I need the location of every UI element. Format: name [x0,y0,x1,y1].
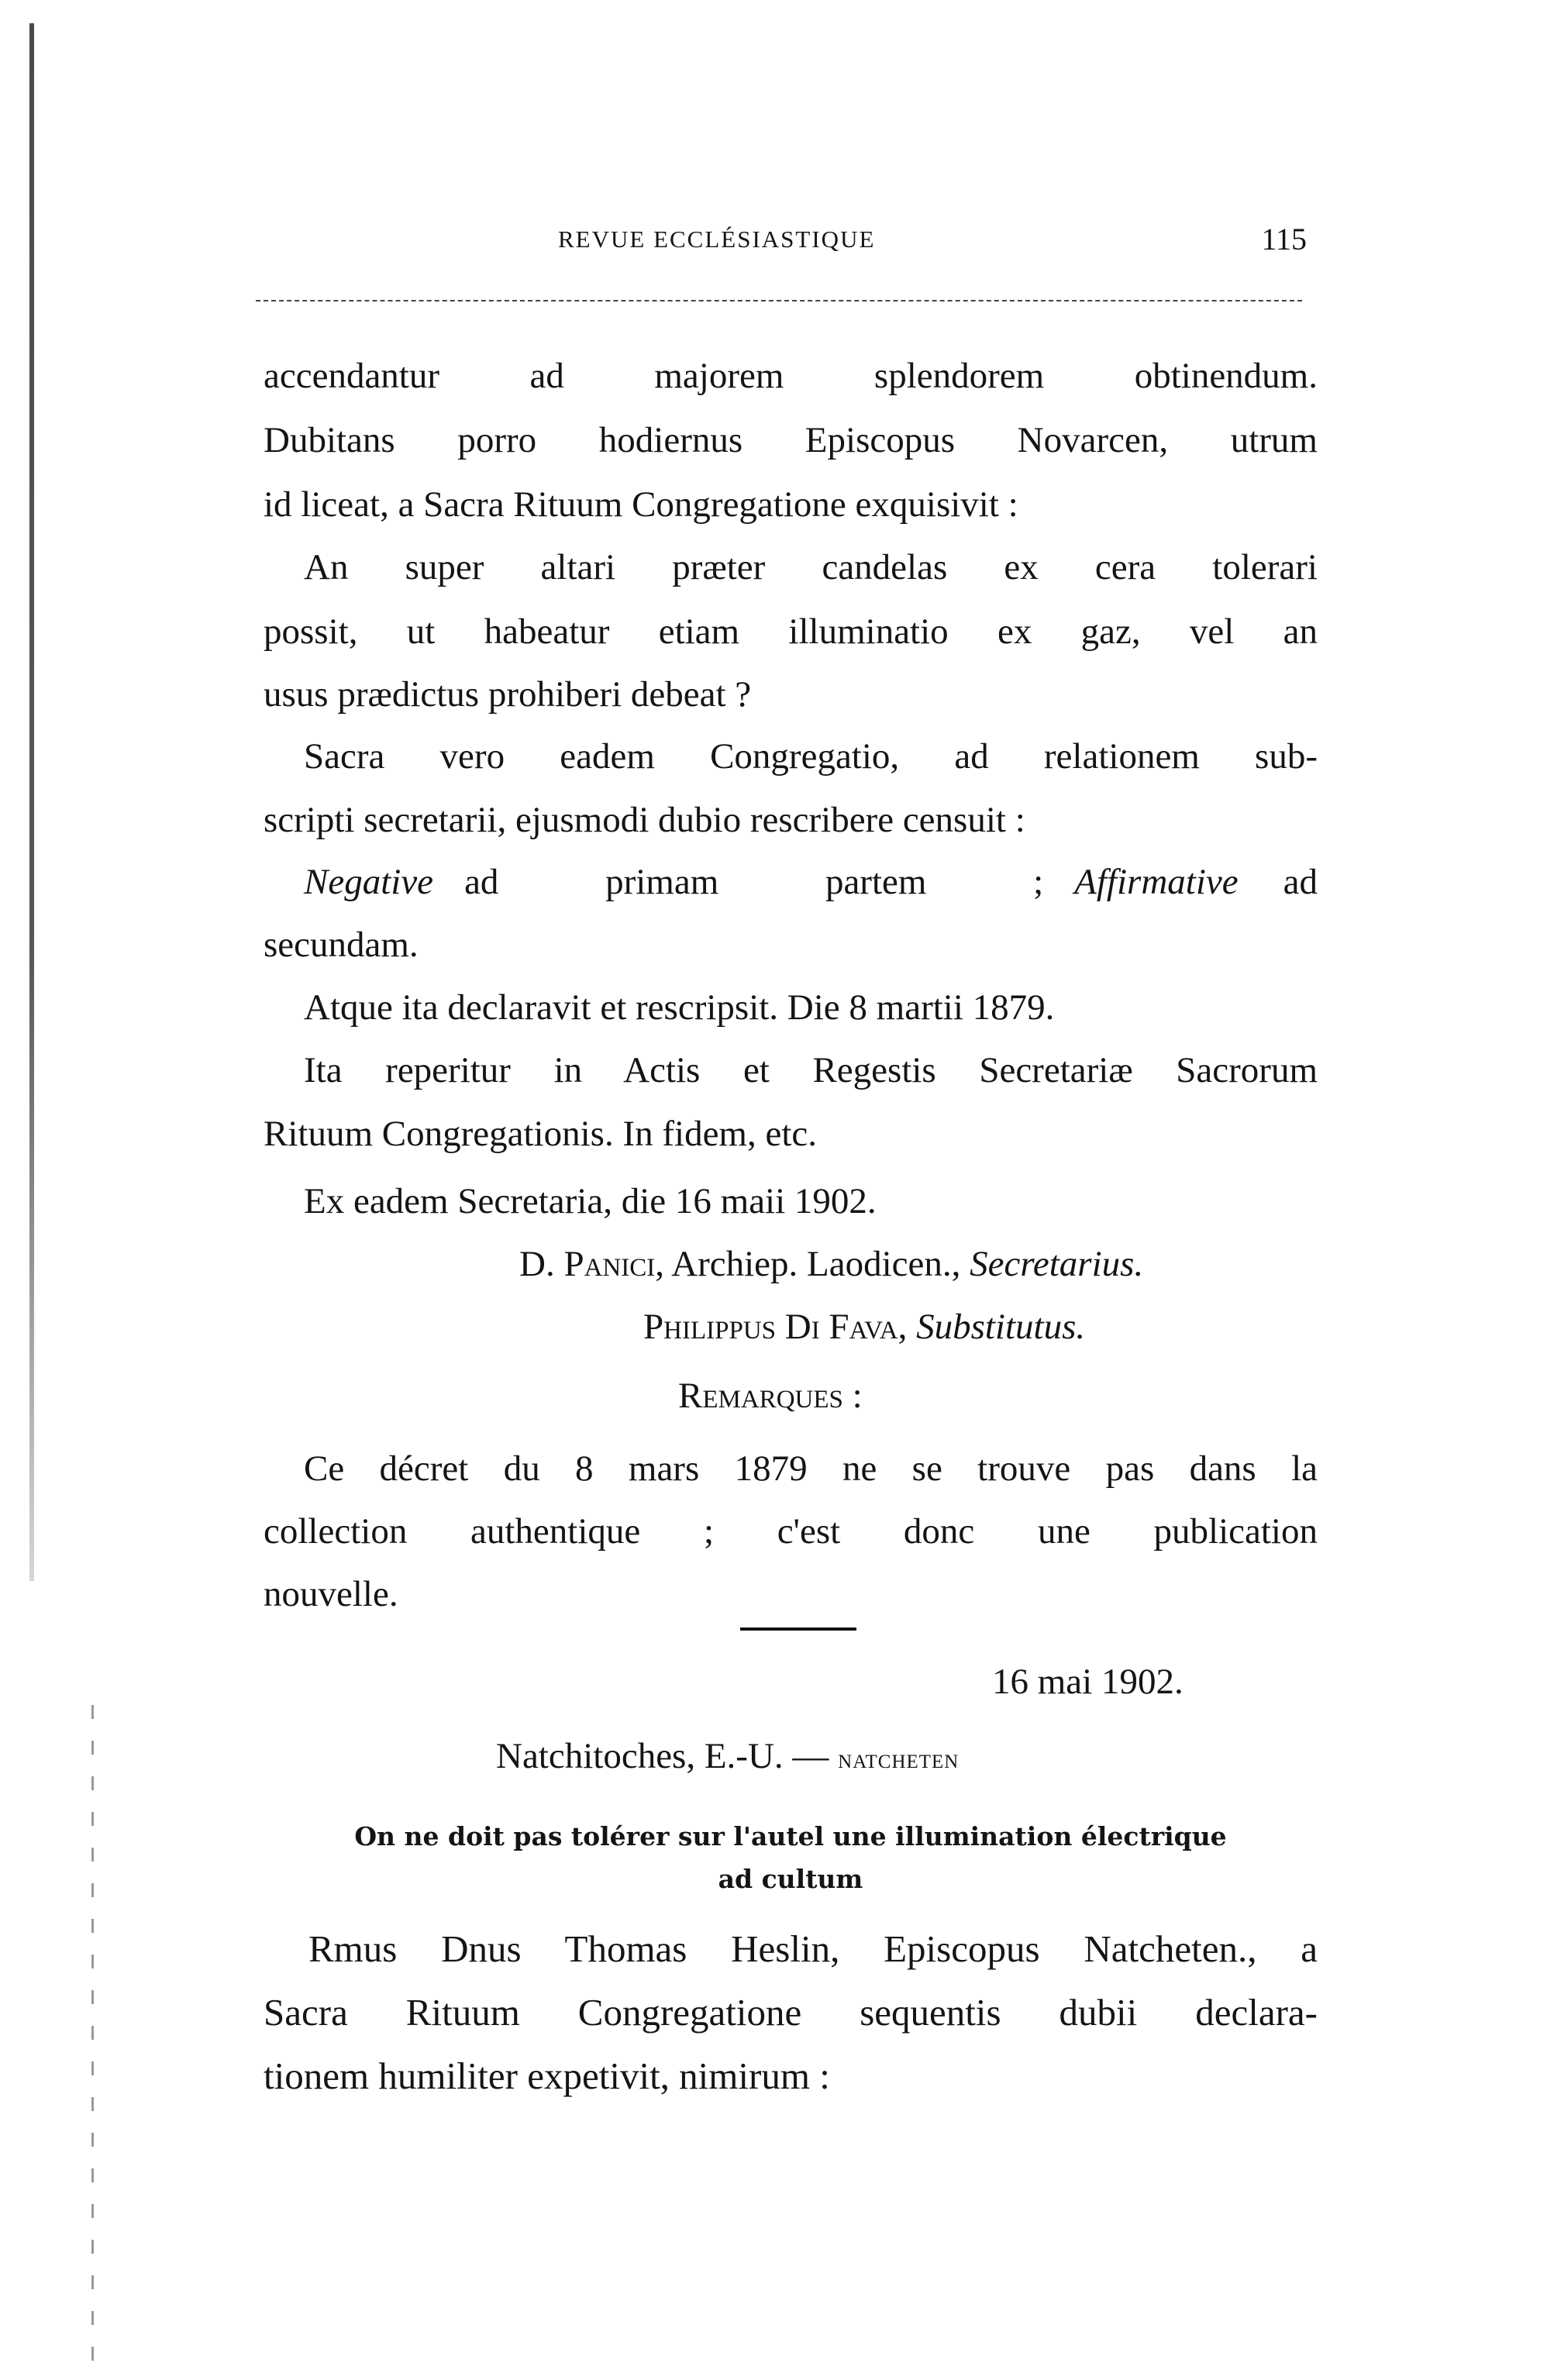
answer-line [304,864,1318,901]
diocese-heading [496,1738,959,1775]
section-separator [740,1627,856,1631]
body-line: scripti secretarii, ejusmodi dubio rescribere censuit : [264,800,1025,840]
running-title: REVUE ECCLÉSIASTIQUE [558,226,876,253]
scan-binding-edge [29,23,34,1581]
answer-negative: Negative [304,862,434,902]
body-line: Sacra vero eadem Congregatio, ad relationem sub- [304,736,1318,777]
diocese-place: Natchitoches, E.-U. — [496,1736,829,1776]
signature-role: Secretarius. [970,1244,1144,1284]
decree-title-line: On ne doit pas tolérer sur l'autel une illumination électrique [354,1821,1227,1851]
question-line: An super altari præter candelas ex cera tolerari [304,547,1318,587]
page-number: 115 [1261,222,1307,257]
header-rule [256,300,1302,301]
signature-panici [519,1246,1143,1283]
remarques-heading: Remarques : [678,1376,863,1416]
remarques-line: nouvelle. [264,1574,398,1614]
signature-role: Substitutus. [916,1307,1086,1347]
decree-title-line: ad cultum [718,1864,863,1894]
running-header [264,221,1318,267]
signature-di-fava: Philippus Di Fava, Substitutus. [643,1307,1086,1347]
final-line: tionem humiliter expetivit, nimirum : [264,2055,830,2097]
answer-part1: ad primam partem ; [464,862,1044,902]
remarques-line: collection authentique ; c'est donc une publication [264,1511,1318,1552]
body-line: id liceat, a Sacra Rituum Congregatione exquisivit : [264,484,1018,525]
body-line: accendantur ad majorem splendorem obtinendum. [264,356,1318,396]
body-line: Rituum Congregationis. In fidem, etc. [264,1114,818,1154]
body-line: Dubitans porro hodiernus Episcopus Novarcen, utrum [264,420,1318,460]
body-line: Ex eadem Secretaria, die 16 maii 1902. [304,1181,877,1221]
final-line: Sacra Rituum Congregatione sequentis dubii declara- [264,1991,1318,2034]
signature-name: Philippus Di Fava [643,1307,898,1347]
signature-title: , Archiep. Laodicen., [655,1244,961,1284]
answer-affirmative: Affirmative [1074,862,1239,902]
answer-line2: secundam. [264,925,419,965]
scan-margin-marks [91,1705,94,2371]
signature-name: D. Panici [519,1244,656,1284]
remarques-line: Ce décret du 8 mars 1879 ne se trouve pas dans la [304,1448,1318,1489]
dateline: 16 mai 1902. [992,1662,1184,1702]
body-line: Atque ita declaravit et rescripsit. Die 8 martii 1879. [304,987,1055,1028]
final-line: Rmus Dnus Thomas Heslin, Episcopus Natcheten., a [308,1927,1318,1970]
diocese-latin: natcheten [838,1743,960,1774]
question-line: possit, ut habeatur etiam illuminatio ex gaz, vel an [264,611,1318,652]
question-line: usus prædictus prohiberi debeat ? [264,674,752,715]
body-line: Ita reperitur in Actis et Regestis Secretariæ Sacrorum [304,1050,1318,1090]
answer-part2: ad [1283,862,1318,902]
